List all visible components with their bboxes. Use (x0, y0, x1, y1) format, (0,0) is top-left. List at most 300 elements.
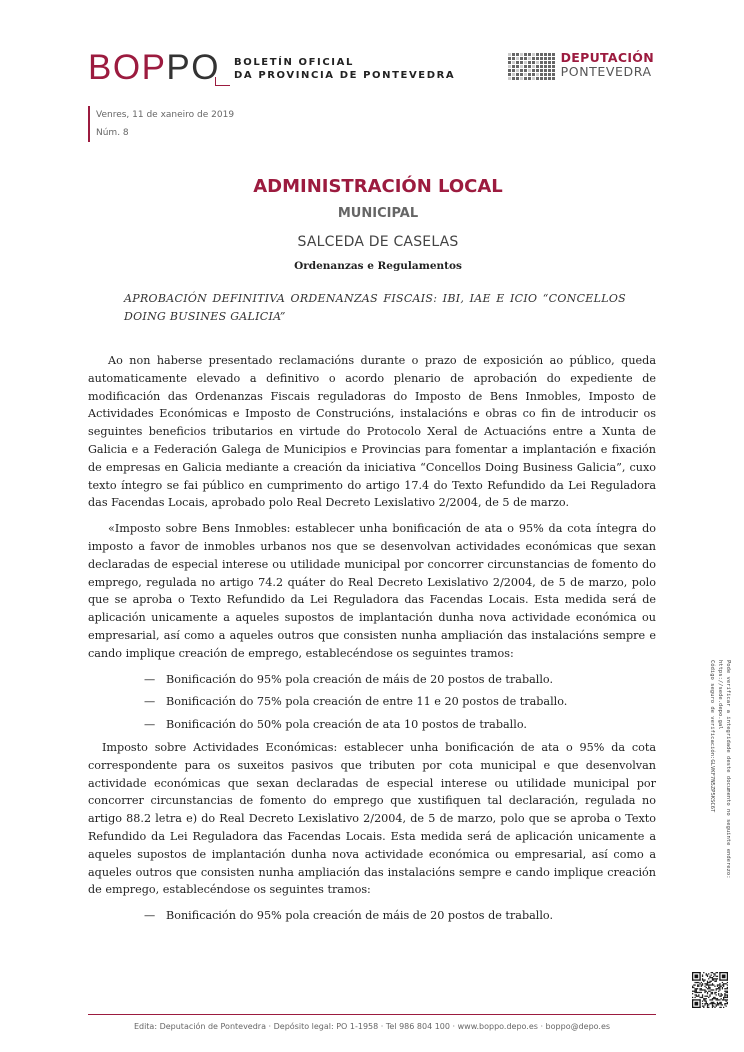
qr-module (711, 977, 712, 978)
qr-module (712, 978, 713, 979)
qr-module (727, 1002, 728, 1003)
qr-module (709, 982, 710, 983)
qr-module (722, 1004, 723, 1005)
qr-module (707, 1003, 708, 1004)
qr-module (712, 979, 713, 980)
qr-module (713, 973, 714, 974)
logo-dot (508, 61, 511, 64)
qr-module (718, 988, 719, 989)
paragraph: «Imposto sobre Bens Inmobles: establecer unha bonificación de ata o 95% da cota íntegra do imposto a favor de inmobles urbanos nos que se desenvolvan actividades económicas que sexan declaradas de especial interese ou utilidade municipal por concorrer circunstancias de fomento do emprego, regulada no artigo 74.2 quáter do Real Decreto Lexislativo 2/2004, de 5 de marzo, polo que se aproba o Texto Refundido da Lei Reguladora das Facendas Locais. Esta medida será de aplicación unicamente a aqueles supostos de implantación dunha nova actividade económica ou empresarial, así como a aqueles outros que consisten nunha ampliación das instalacións sempre e cando implique creación de emprego, establecéndose os seguintes tramos: (88, 522, 656, 660)
qr-module (717, 976, 718, 977)
qr-module (714, 973, 715, 974)
qr-module (707, 993, 708, 994)
qr-module (697, 992, 698, 993)
qr-module (704, 983, 705, 984)
qr-module (694, 984, 695, 985)
qr-module (716, 988, 717, 989)
logo-dot (544, 61, 547, 64)
qr-module (701, 989, 702, 990)
logo-dot (516, 65, 519, 68)
qr-module (722, 987, 723, 988)
qr-module (707, 1004, 708, 1005)
logo-dot (548, 65, 551, 68)
logo-bop: BOP (88, 48, 167, 87)
qr-module (716, 994, 717, 995)
qr-module (706, 974, 707, 975)
qr-module (718, 984, 719, 985)
qr-module (696, 994, 697, 995)
qr-module (712, 972, 713, 973)
qr-module (716, 979, 717, 980)
qr-module (718, 991, 719, 992)
dash-icon: — (144, 672, 156, 686)
logo-dot (540, 61, 543, 64)
qr-module (692, 999, 701, 1000)
qr-module (726, 1001, 727, 1002)
dash-icon: — (144, 695, 156, 709)
dash-icon: — (144, 718, 156, 732)
qr-module (692, 997, 693, 998)
qr-module (709, 991, 710, 992)
logo-dot (508, 69, 511, 72)
logo-dot (540, 69, 543, 72)
logo-dot (532, 65, 535, 68)
qr-module (704, 991, 705, 992)
logo-dot (520, 77, 523, 80)
qr-module (701, 997, 702, 998)
qr-module (721, 1003, 722, 1004)
qr-module (698, 982, 699, 983)
qr-module (722, 988, 723, 989)
qr-module (698, 992, 699, 993)
qr-module (722, 984, 723, 985)
logo-dot (540, 73, 543, 76)
qr-module (723, 983, 724, 984)
qr-module (706, 984, 707, 985)
qr-module (714, 998, 715, 999)
qr-module (717, 978, 718, 979)
qr-module (726, 1003, 727, 1004)
qr-module (709, 976, 710, 977)
list-item (144, 907, 656, 925)
logo-dot (512, 65, 515, 68)
logo-dot (548, 53, 551, 56)
qr-module (711, 1002, 712, 1003)
deputacion-dots-icon (508, 53, 555, 80)
logo-dot (524, 73, 527, 76)
logo-dot (536, 61, 539, 64)
qr-module (701, 982, 702, 983)
qr-module (694, 1002, 698, 1006)
qr-module (713, 997, 714, 998)
logo-dot (512, 61, 515, 64)
qr-module (696, 982, 697, 983)
qr-module (714, 997, 715, 998)
qr-module (706, 1003, 707, 1004)
qr-module (723, 1007, 724, 1008)
qr-module (702, 1001, 703, 1002)
section-title: ADMINISTRACIÓN LOCAL (253, 176, 503, 197)
logo-dot (536, 65, 539, 68)
qr-module (722, 999, 723, 1000)
qr-module (704, 992, 705, 993)
qr-module (692, 987, 693, 988)
qr-module (716, 976, 717, 977)
qr-module (702, 1006, 703, 1007)
qr-module (697, 982, 698, 983)
document-headings (88, 174, 668, 276)
qr-module (712, 1004, 713, 1005)
qr-module (724, 994, 725, 995)
qr-module (703, 999, 704, 1000)
qr-module (694, 982, 695, 983)
logo-dot (520, 61, 523, 64)
logo-dot (512, 53, 515, 56)
qr-module (719, 979, 728, 980)
qr-module (712, 993, 713, 994)
qr-module (709, 977, 710, 978)
qr-module (697, 984, 698, 985)
qr-module (706, 987, 707, 988)
logo-dot (544, 57, 547, 60)
qr-module (706, 991, 707, 992)
qr-module (703, 1007, 704, 1008)
footer-credits: Edita: Deputación de Pontevedra · Depósito legal: PO 1-1958 · Tel 986 804 100 · www.boppo.depo.es · boppo@depo.es (133, 1022, 611, 1031)
logo-bracket (215, 77, 230, 86)
qr-module (727, 996, 728, 997)
logo-dot (520, 65, 523, 68)
qr-module (726, 992, 727, 993)
logo-dot (548, 57, 551, 60)
qr-module (717, 972, 718, 973)
qr-module (692, 986, 693, 987)
qr-module (714, 992, 715, 993)
qr-module (704, 1003, 705, 1004)
qr-module (718, 994, 719, 995)
qr-module (703, 979, 704, 980)
logo-dot (528, 61, 531, 64)
verification-text (708, 660, 732, 879)
qr-module (726, 983, 727, 984)
logo-dot (544, 77, 547, 80)
qr-module (712, 1002, 713, 1003)
qr-module (719, 983, 720, 984)
qr-module (694, 989, 695, 990)
qr-module (717, 999, 718, 1000)
qr-module (724, 988, 725, 989)
qr-module (708, 982, 709, 983)
qr-module (698, 984, 699, 985)
qr-module (717, 998, 718, 999)
qr-module (718, 1004, 719, 1005)
qr-module (721, 1004, 722, 1005)
qr-module (712, 989, 713, 990)
qr-module (719, 972, 720, 981)
qr-module (717, 1004, 718, 1005)
qr-module (701, 986, 702, 987)
qr-module (717, 1003, 718, 1004)
qr-module (726, 991, 727, 992)
logo-dot (532, 69, 535, 72)
qr-module (697, 996, 698, 997)
qr-module (709, 987, 710, 988)
qr-module (719, 988, 720, 989)
deputacion-province: PONTEVEDRA (560, 64, 652, 79)
bulletin-title-line2: DA PROVINCIA DE PONTEVEDRA (234, 70, 456, 81)
qr-module (712, 1003, 713, 1004)
qr-module (708, 1004, 709, 1005)
qr-module (711, 992, 712, 993)
qr-module (694, 991, 695, 992)
qr-module (699, 999, 700, 1008)
qr-module (704, 998, 705, 999)
qr-module (727, 997, 728, 998)
qr-module (708, 991, 709, 992)
municipality-title: SALCEDA DE CASELAS (297, 234, 459, 250)
qr-module (727, 991, 728, 992)
bullet-list (88, 671, 656, 734)
qr-module (724, 983, 725, 984)
logo-dot (516, 57, 519, 60)
verification-sidebar (709, 660, 731, 960)
qr-module (723, 997, 724, 998)
qr-module (708, 997, 709, 998)
qr-module (713, 978, 714, 979)
verification-code: Código seguro de verificación:GLVKF7N5ZP5KSC6T (709, 660, 715, 813)
bulletin-title-line1: BOLETÍN OFICIAL (234, 57, 354, 68)
qr-module (719, 1007, 720, 1008)
logo-dot (528, 65, 531, 68)
qr-module (712, 998, 713, 999)
logo-dot (540, 65, 543, 68)
qr-module (706, 1001, 707, 1002)
logo-dot (544, 65, 547, 68)
logo-dot (528, 77, 531, 80)
qr-module (719, 999, 720, 1000)
qr-module (708, 986, 709, 987)
qr-module (709, 988, 710, 989)
qr-module (714, 1003, 715, 1004)
qr-module (713, 989, 714, 990)
qr-module (714, 978, 715, 979)
qr-module (707, 982, 708, 983)
logo-dot (528, 53, 531, 56)
logo-dot (516, 61, 519, 64)
qr-module (696, 996, 697, 997)
qr-module (712, 999, 713, 1000)
qr-module (702, 989, 703, 990)
qr-module (708, 984, 709, 985)
qr-module (727, 984, 728, 985)
qr-module (707, 984, 708, 985)
logo-dot (524, 65, 527, 68)
logo-dot (532, 61, 535, 64)
qr-module (727, 1003, 728, 1004)
logo-dot (524, 69, 527, 72)
qr-module (727, 972, 728, 981)
logo-dot (524, 77, 527, 80)
logo-dot (536, 53, 539, 56)
qr-module (707, 1006, 708, 1007)
qr-module (714, 974, 715, 975)
verification-url[interactable]: https://sede.depo.gal (717, 660, 723, 730)
list-item-text: Bonificación do 95% pola creación de máis de 20 postos de traballo. (166, 672, 554, 686)
verification-line1: Pode verificar a integridade deste documento no seguinte enderezo: (725, 660, 731, 879)
paragraph: Ao non haberse presentado reclamacións durante o prazo de exposición ao público, queda automaticamente elevado a definitivo o acordo plenario de aprobación do expediente de modificación das Ordenanzas Fiscais reguladoras do Imposto de Bens Inmobles, Imposto de Actividades Económicas e Imposto de Construcións, instalacións e obras co fin de introducir os seguintes beneficios tributarios en virtude do Protocolo Xeral de Actuacións entre a Xunta de Galicia e a Federación Galega de Municipios e Provincias para fomentar a implantación e fixación de empresas en Galicia mediante a creación da iniciativa “Concellos Doing Business Galicia”, cuxo texto íntegro se fai público en cumprimento do artigo 17.4 do Texto Refundido da Lei Reguladora das Facendas Locais, aprobado polo Real Decreto Lexislativo 2/2004, de 5 de marzo. (88, 354, 656, 510)
qr-module (713, 979, 714, 980)
qr-module (711, 993, 712, 994)
qr-module (716, 992, 717, 993)
qr-module (724, 996, 725, 997)
header (88, 48, 668, 88)
qr-module (714, 1007, 715, 1008)
qr-module (694, 974, 698, 978)
qr-module (712, 984, 713, 985)
qr-module (704, 1001, 705, 1002)
qr-module (726, 1006, 727, 1007)
qr-module (719, 987, 720, 988)
qr-module (713, 998, 714, 999)
qr-module (716, 972, 717, 973)
qr-module (709, 981, 710, 982)
issue-meta (88, 106, 234, 142)
logo-dot (532, 77, 535, 80)
qr-module (708, 973, 709, 974)
qr-module (708, 978, 709, 979)
qr-module (707, 983, 708, 984)
list-item (144, 716, 656, 734)
qr-module (721, 1002, 722, 1003)
qr-module (708, 1007, 709, 1008)
logo-dot (532, 53, 535, 56)
category-title: Ordenanzas e Regulamentos (294, 260, 462, 272)
qr-module (707, 981, 708, 982)
logo-dot (548, 69, 551, 72)
qr-module (694, 992, 695, 993)
qr-module (702, 976, 703, 977)
qr-module (706, 998, 707, 999)
qr-module (698, 996, 699, 997)
logo-dot (544, 69, 547, 72)
list-item (144, 671, 656, 689)
logo-dot (544, 53, 547, 56)
qr-module (717, 986, 718, 987)
qr-module (721, 998, 722, 999)
issue-date: Venres, 11 de xaneiro de 2019 (96, 110, 235, 120)
qr-module (719, 986, 720, 987)
qr-module (726, 994, 727, 995)
logo-dot (552, 53, 555, 56)
qr-module (712, 983, 713, 984)
qr-module (702, 997, 703, 998)
logo-dot (516, 73, 519, 76)
qr-module (722, 974, 726, 978)
qr-module (696, 988, 697, 989)
qr-module (716, 978, 717, 979)
qr-module (699, 989, 700, 990)
qr-module (697, 988, 698, 989)
qr-module (694, 997, 695, 998)
qr-module (703, 972, 704, 973)
qr-module (704, 989, 705, 990)
logo-dot (508, 57, 511, 60)
logo-dot (516, 69, 519, 72)
qr-module (694, 994, 695, 995)
qr-module (721, 1007, 722, 1008)
list-item (144, 693, 656, 711)
qr-module (716, 981, 717, 982)
issue-number: Núm. 8 (96, 128, 129, 138)
list-item-text: Bonificación do 75% pola creación de entre 11 e 20 postos de traballo. (166, 695, 568, 709)
logo-dot (508, 53, 511, 56)
qr-module (716, 999, 717, 1000)
qr-module (701, 984, 702, 985)
qr-module (696, 991, 697, 992)
qr-module (693, 987, 694, 988)
qr-module (724, 1004, 725, 1005)
logo-dot (520, 69, 523, 72)
qr-module (717, 1002, 718, 1003)
boppo-wordmark (88, 48, 220, 88)
dash-icon: — (144, 909, 156, 923)
qr-module (699, 972, 700, 981)
qr-module (703, 1006, 704, 1007)
logo-dot (520, 53, 523, 56)
qr-module (692, 999, 693, 1008)
qr-module (698, 986, 699, 987)
qr-module (708, 988, 709, 989)
qr-module (713, 1006, 714, 1007)
qr-module (706, 1002, 707, 1003)
qr-module (723, 986, 724, 987)
qr-module (713, 984, 714, 985)
logo-dot (532, 73, 535, 76)
qr-module (704, 996, 705, 997)
qr-code-icon (692, 972, 728, 1008)
qr-module (707, 974, 708, 975)
announcement-subject: APROBACIÓN DEFINITIVA ORDENANZAS FISCAIS: IBI, IAE E ICIO “CONCELLOS DOING BUSINES GALICIA” (124, 292, 626, 323)
qr-module (702, 996, 703, 997)
boppo-logo (88, 48, 455, 88)
qr-module (727, 999, 728, 1000)
qr-module (692, 979, 701, 980)
logo-dot (516, 53, 519, 56)
qr-module (702, 994, 703, 995)
qr-module (694, 988, 695, 989)
qr-module (711, 1003, 712, 1004)
qr-module (724, 991, 725, 992)
qr-module (723, 998, 724, 999)
footer-divider (88, 1014, 656, 1015)
qr-module (701, 992, 702, 993)
qr-module (706, 983, 707, 984)
qr-module (718, 987, 719, 988)
qr-module (699, 997, 700, 998)
qr-module (692, 993, 693, 994)
qr-module (699, 988, 700, 989)
qr-module (724, 999, 725, 1000)
qr-module (714, 986, 715, 987)
qr-module (702, 983, 703, 984)
qr-module (707, 992, 708, 993)
logo-dot (528, 57, 531, 60)
qr-module (711, 974, 712, 975)
qr-module (693, 984, 694, 985)
qr-module (714, 981, 715, 982)
announcement-body (88, 352, 656, 930)
qr-module (719, 972, 728, 973)
logo-po: PO (166, 48, 220, 87)
